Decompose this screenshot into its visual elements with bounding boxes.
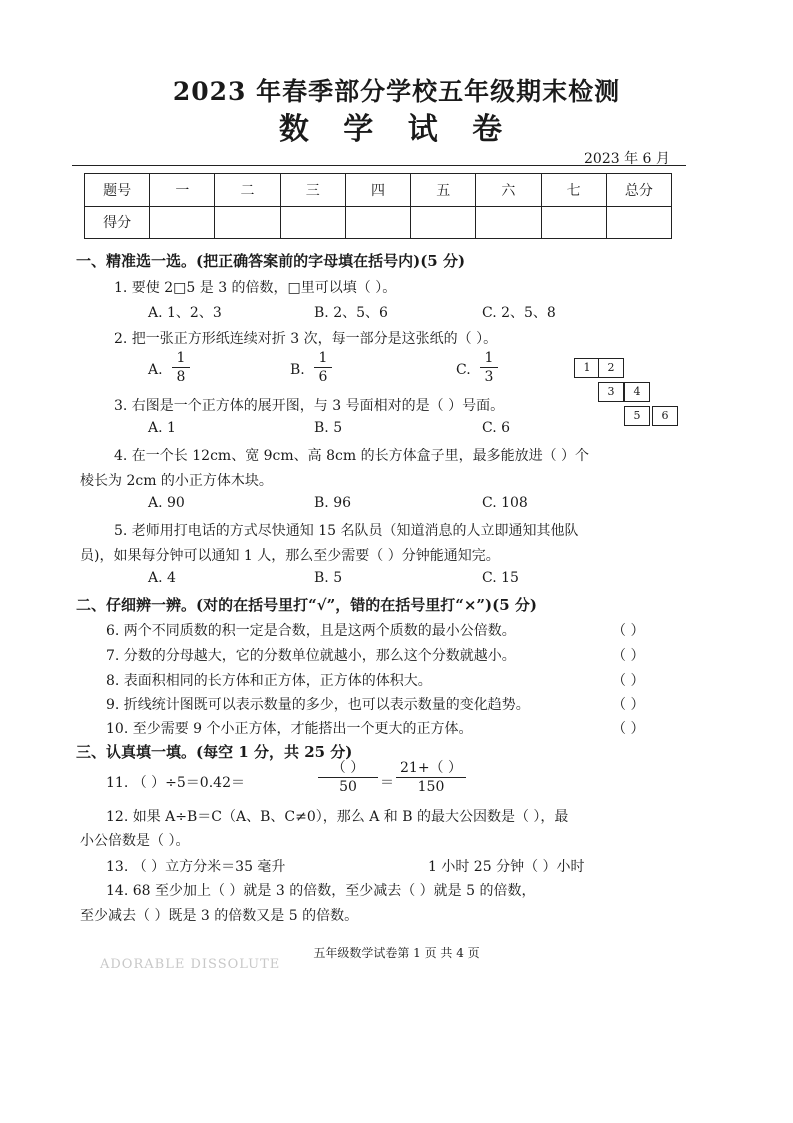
exam-title: 2023 年春季部分学校五年级期末检测 [172,77,621,106]
q1-option-a: A. 1、2、3 [148,305,222,321]
question-11-lead: 11. （ ）÷5＝0.42＝ [106,775,245,791]
score-cell[interactable] [606,206,671,239]
fraction-denominator: 50 [339,779,357,795]
score-header-cell: 题号 [85,174,150,207]
fraction-bar [396,777,466,778]
question-14-line2: 至少减去（ ）既是 3 的倍数又是 5 的倍数。 [80,908,359,924]
q2-option-c-fraction [480,350,498,385]
q4-option-b: B. 96 [314,495,352,511]
question-13-part-a: 13. （ ）立方分米＝35 毫升 [106,859,286,875]
q5-option-c: C. 15 [482,570,519,586]
bleed-through-text: ADORABLE DISSOLUTE [100,957,281,972]
fraction-denominator: 3 [484,369,494,385]
score-table-score-row [85,206,672,239]
exam-date: 2023 年 6 月 [584,151,670,167]
question-12-line1: 12. 如果 A÷B＝C（A、B、C≠0），那么 A 和 B 的最大公因数是（ ），最 [106,809,569,825]
score-header-cell: 五 [411,174,476,207]
score-header-cell: 四 [345,174,410,207]
net-face-3: 3 [598,382,624,402]
q2-option-b-label: B. [290,362,305,378]
q2-option-a-fraction [172,350,190,385]
answer-paren[interactable]: （ ） [612,648,645,664]
answer-paren[interactable]: （ ） [612,673,645,689]
page-footer: 五年级数学试卷第 1 页 共 4 页 [313,946,480,960]
question-4-line1: 4. 在一个长 12cm、宽 9cm、高 8cm 的长方体盒子里，最多能放进（ ）个 [114,448,590,464]
score-table [84,173,672,239]
score-cell[interactable] [280,206,345,239]
net-face-2: 2 [598,358,624,378]
q2-option-a-label: A. [148,362,163,378]
fraction-numerator: 1 [318,350,328,366]
net-face-6: 6 [652,406,678,426]
question-14-line1: 14. 68 至少加上（ ）就是 3 的倍数，至少减去（ ）就是 5 的倍数， [106,883,536,899]
exam-subtitle: 数 学 试 卷 [278,112,515,147]
question-9: 9. 折线统计图既可以表示数量的多少，也可以表示数量的变化趋势。 [106,697,530,713]
fraction-bar [314,367,332,368]
score-row-label: 得分 [85,206,150,239]
cube-net-figure [574,358,684,432]
q11-equals: ＝ [380,775,394,791]
q5-option-a: A. 4 [148,570,176,586]
question-6: 6. 两个不同质数的积一定是合数，且是这两个质数的最小公倍数。 [106,623,516,639]
score-cell[interactable] [476,206,541,239]
section1-heading: 一、精准选一选。(把正确答案前的字母填在括号内)(5 分) [76,252,466,270]
question-10: 10. 至少需要 9 个小正方体，才能搭出一个更大的正方体。 [106,721,473,737]
fraction-numerator[interactable]: （ ） [331,760,365,776]
score-header-cell: 总分 [606,174,671,207]
q5-option-b: B. 5 [314,570,343,586]
q1-option-b: B. 2、5、6 [314,305,388,321]
fraction-denominator: 6 [318,369,328,385]
q11-fraction-1 [318,760,378,795]
fraction-denominator: 150 [417,779,445,795]
score-header-cell: 三 [280,174,345,207]
fraction-numerator: 1 [484,350,494,366]
answer-paren[interactable]: （ ） [612,697,645,713]
question-7: 7. 分数的分母越大，它的分数单位就越小，那么这个分数就越小。 [106,648,516,664]
score-header-cell: 一 [150,174,215,207]
score-cell[interactable] [150,206,215,239]
net-face-1: 1 [574,358,600,378]
question-4-line2: 棱长为 2cm 的小正方体木块。 [80,473,273,489]
fraction-bar [318,777,378,778]
q3-option-b: B. 5 [314,420,343,436]
q4-option-a: A. 90 [148,495,185,511]
answer-paren[interactable]: （ ） [612,721,645,737]
fraction-numerator: 1 [176,350,186,366]
q1-option-c: C. 2、5、8 [482,305,556,321]
question-2: 2. 把一张正方形纸连续对折 3 次，每一部分是这张纸的（ ）。 [114,331,498,347]
header-rule [72,165,686,166]
q3-option-c: C. 6 [482,420,511,436]
net-face-5: 5 [624,406,650,426]
question-8: 8. 表面积相同的长方体和正方体，正方体的体积大。 [106,673,432,689]
q4-option-c: C. 108 [482,495,528,511]
fraction-numerator[interactable]: 21+（ ） [400,760,462,776]
net-face-4: 4 [624,382,650,402]
question-12-line2: 小公倍数是（ ）。 [80,833,190,849]
q2-option-c-label: C. [456,362,471,378]
question-5-line2: 员)，如果每分钟可以通知 1 人，那么至少需要（ ）分钟能通知完。 [80,548,500,564]
question-1: 1. 要使 2□5 是 3 的倍数，□里可以填（ ）。 [114,280,397,296]
score-cell[interactable] [345,206,410,239]
score-cell[interactable] [215,206,280,239]
q11-fraction-2 [396,760,466,795]
score-table-header-row [85,174,672,207]
section3-heading: 三、认真填一填。(每空 1 分，共 25 分) [76,743,353,761]
question-13-part-b: 1 小时 25 分钟（ ）小时 [428,859,585,875]
score-header-cell: 六 [476,174,541,207]
question-3: 3. 右图是一个正方体的展开图，与 3 号面相对的是（ ）号面。 [114,398,505,414]
q3-option-a: A. 1 [148,420,176,436]
fraction-bar [172,367,190,368]
score-cell[interactable] [411,206,476,239]
section2-heading: 二、仔细辨一辨。(对的在括号里打“√”，错的在括号里打“×”)(5 分) [76,596,537,614]
q2-option-b-fraction [314,350,332,385]
fraction-bar [480,367,498,368]
question-5-line1: 5. 老师用打电话的方式尽快通知 15 名队员（知道消息的人立即通知其他队 [114,523,579,539]
score-cell[interactable] [541,206,606,239]
score-header-cell: 七 [541,174,606,207]
score-header-cell: 二 [215,174,280,207]
fraction-denominator: 8 [176,369,186,385]
answer-paren[interactable]: （ ） [612,623,645,639]
